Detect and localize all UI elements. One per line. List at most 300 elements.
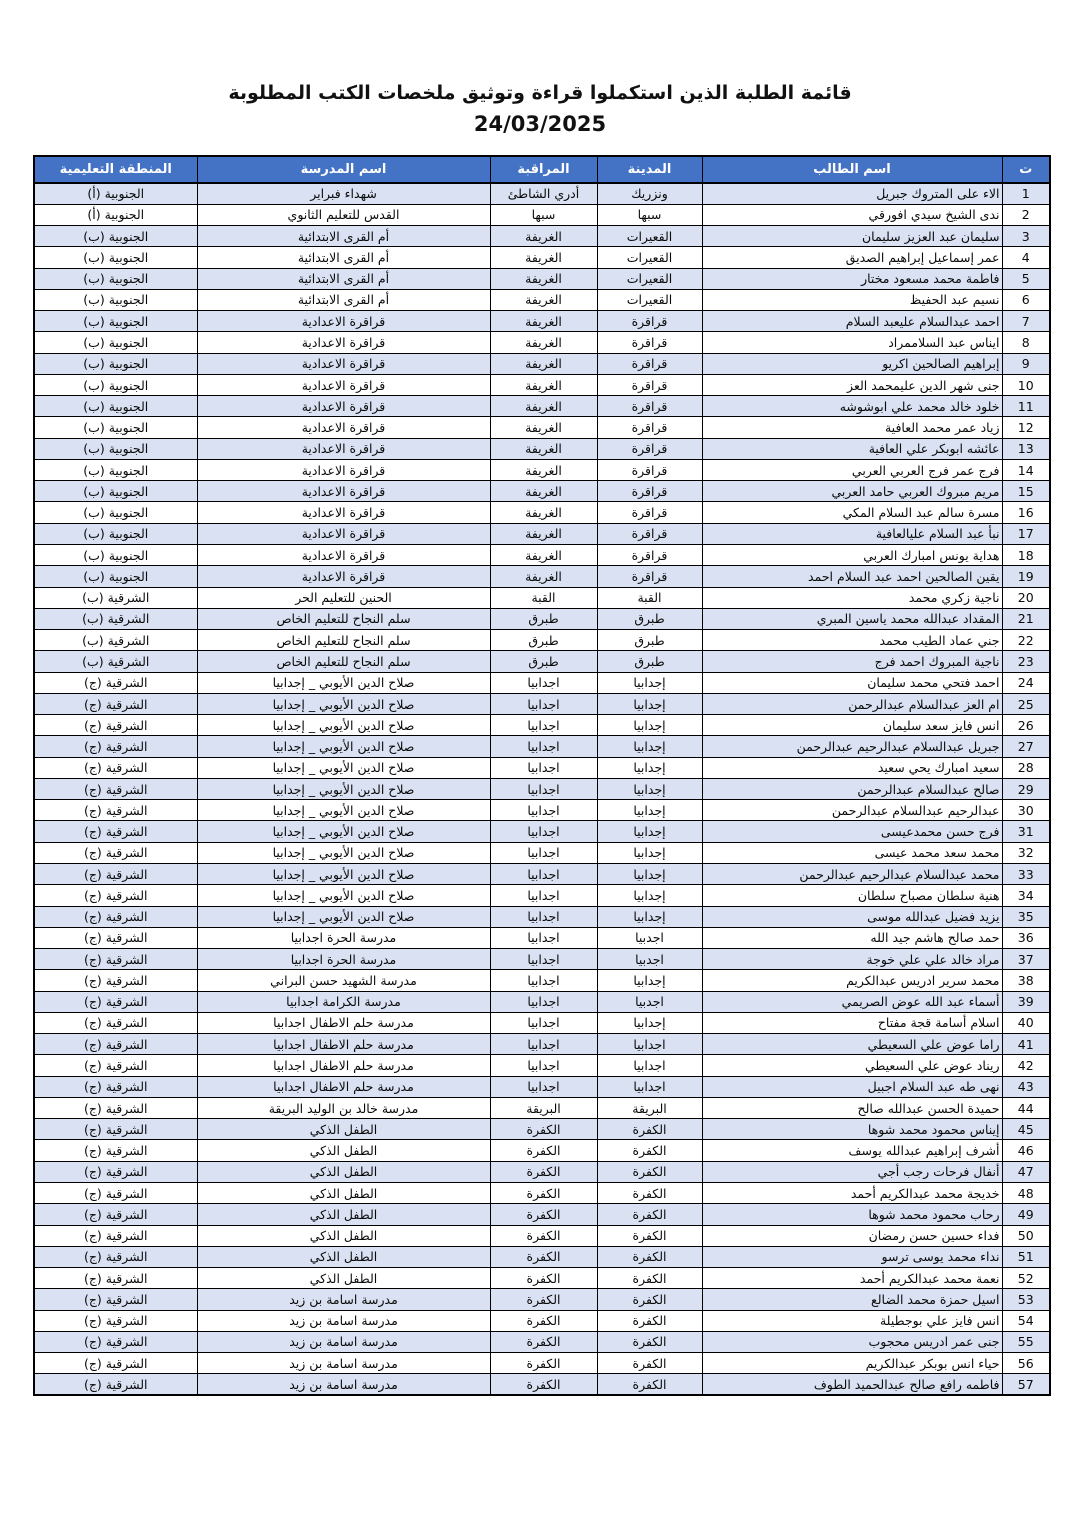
cell-city: إجدابيا (597, 885, 702, 906)
cell-city: ونزريك (597, 183, 702, 204)
cell-monitor: الغريفة (490, 226, 597, 247)
cell-monitor: اجدابيا (490, 842, 597, 863)
cell-monitor: اجدابيا (490, 864, 597, 885)
cell-monitor: الكفرة (490, 1182, 597, 1203)
cell-city: البريقة (597, 1097, 702, 1118)
cell-student-name: نداء محمد يوسى ترسو (702, 1246, 1002, 1267)
header-cell-student-name: اسم الطالب (702, 156, 1002, 183)
cell-monitor: اجدابيا (490, 949, 597, 970)
cell-monitor: الكفرة (490, 1225, 597, 1246)
cell-index: 30 (1002, 800, 1050, 821)
cell-education-region: الشرقية (ج) (34, 1182, 197, 1203)
cell-education-region: الجنوبية (ب) (34, 311, 197, 332)
cell-education-region: الشرقية (ج) (34, 1289, 197, 1310)
cell-index: 25 (1002, 693, 1050, 714)
cell-index: 45 (1002, 1119, 1050, 1140)
cell-index: 18 (1002, 545, 1050, 566)
cell-student-name: راما عوض علي السعيطي (702, 1034, 1002, 1055)
cell-index: 6 (1002, 289, 1050, 310)
cell-school-name: سلم النجاح للتعليم الخاص (197, 651, 490, 672)
cell-monitor: الغريفة (490, 374, 597, 395)
cell-education-region: الشرقية (ج) (34, 927, 197, 948)
cell-city: الكفرة (597, 1225, 702, 1246)
cell-index: 53 (1002, 1289, 1050, 1310)
cell-school-name: صلاح الدين الأيوبي _ إجدابيا (197, 842, 490, 863)
cell-city: القعيرات (597, 289, 702, 310)
students-table (33, 155, 1051, 1396)
cell-monitor: طبرق (490, 608, 597, 629)
cell-education-region: الشرقية (ج) (34, 1331, 197, 1352)
cell-index: 48 (1002, 1182, 1050, 1203)
cell-education-region: الشرقية (ب) (34, 587, 197, 608)
cell-school-name: قراقرة الاعدادية (197, 545, 490, 566)
cell-education-region: الشرقية (ج) (34, 991, 197, 1012)
cell-city: إجدابيا (597, 800, 702, 821)
table-row (34, 1034, 1050, 1055)
cell-index: 22 (1002, 630, 1050, 651)
cell-education-region: الجنوبية (أ) (34, 204, 197, 225)
cell-school-name: سلم النجاح للتعليم الخاص (197, 630, 490, 651)
cell-index: 38 (1002, 970, 1050, 991)
cell-student-name: عبدالرحيم عبدالسلام عبدالرحمن (702, 800, 1002, 821)
cell-index: 16 (1002, 502, 1050, 523)
cell-city: الكفرة (597, 1140, 702, 1161)
cell-city: قراقرة (597, 396, 702, 417)
cell-student-name: أسماء عبد الله عوض الصريمي (702, 991, 1002, 1012)
cell-student-name: حياء انس بوبكر عبدالكريم (702, 1353, 1002, 1374)
cell-monitor: الغريفة (490, 459, 597, 480)
cell-index: 1 (1002, 183, 1050, 204)
cell-student-name: نعمة محمد عبدالكريم أحمد (702, 1268, 1002, 1289)
cell-student-name: فداء حسين حسن رمضان (702, 1225, 1002, 1246)
table-row (34, 268, 1050, 289)
cell-student-name: ريناد عوض علي السعيطي (702, 1055, 1002, 1076)
cell-index: 10 (1002, 374, 1050, 395)
cell-student-name: صالح عبدالسلام عبدالرحمن (702, 778, 1002, 799)
cell-index: 15 (1002, 481, 1050, 502)
cell-monitor: اجدابيا (490, 1076, 597, 1097)
cell-student-name: ام العز عبدالسلام عبدالرحمن (702, 693, 1002, 714)
cell-city: القعيرات (597, 226, 702, 247)
cell-city: قراقرة (597, 459, 702, 480)
cell-monitor: اجدابيا (490, 970, 597, 991)
table-row (34, 502, 1050, 523)
cell-index: 33 (1002, 864, 1050, 885)
document-date: 24/03/2025 (473, 112, 607, 136)
cell-index: 41 (1002, 1034, 1050, 1055)
cell-city: قراقرة (597, 311, 702, 332)
cell-index: 42 (1002, 1055, 1050, 1076)
cell-index: 50 (1002, 1225, 1050, 1246)
cell-city: الكفرة (597, 1204, 702, 1225)
cell-education-region: الشرقية (ج) (34, 672, 197, 693)
cell-city: القعيرات (597, 268, 702, 289)
cell-monitor: البريقة (490, 1097, 597, 1118)
cell-student-name: إيناس محمود محمد شوها (702, 1119, 1002, 1140)
table-row (34, 651, 1050, 672)
cell-index: 56 (1002, 1353, 1050, 1374)
cell-city: قراقرة (597, 566, 702, 587)
table-row (34, 991, 1050, 1012)
cell-education-region: الشرقية (ج) (34, 885, 197, 906)
cell-student-name: احمد فتحي محمد سليمان (702, 672, 1002, 693)
cell-education-region: الشرقية (ج) (34, 949, 197, 970)
cell-index: 34 (1002, 885, 1050, 906)
cell-index: 55 (1002, 1331, 1050, 1352)
cell-education-region: الشرقية (ج) (34, 715, 197, 736)
cell-student-name: المقداد عبدالله محمد ياسين المبري (702, 608, 1002, 629)
cell-student-name: جنى شهر الدين عليمحمد العز (702, 374, 1002, 395)
cell-school-name: صلاح الدين الأيوبي _ إجدابيا (197, 885, 490, 906)
table-row (34, 1289, 1050, 1310)
cell-school-name: صلاح الدين الأيوبي _ إجدابيا (197, 715, 490, 736)
table-row (34, 693, 1050, 714)
cell-monitor: طبرق (490, 651, 597, 672)
cell-school-name: مدرسة الحرة اجدابيا (197, 927, 490, 948)
cell-school-name: قراقرة الاعدادية (197, 417, 490, 438)
cell-school-name: قراقرة الاعدادية (197, 353, 490, 374)
cell-student-name: ندى الشيخ سيدي افورقي (702, 204, 1002, 225)
cell-school-name: الطفل الذكي (197, 1246, 490, 1267)
cell-education-region: الشرقية (ج) (34, 970, 197, 991)
cell-education-region: الجنوبية (ب) (34, 289, 197, 310)
cell-index: 21 (1002, 608, 1050, 629)
cell-city: قراقرة (597, 374, 702, 395)
cell-education-region: الجنوبية (ب) (34, 566, 197, 587)
cell-monitor: الكفرة (490, 1353, 597, 1374)
cell-student-name: فرج حسن محمدعيسى (702, 821, 1002, 842)
cell-index: 9 (1002, 353, 1050, 374)
table-row (34, 523, 1050, 544)
cell-index: 24 (1002, 672, 1050, 693)
cell-education-region: الجنوبية (ب) (34, 438, 197, 459)
table-row (34, 566, 1050, 587)
table-row (34, 438, 1050, 459)
cell-city: إجدابيا (597, 715, 702, 736)
cell-student-name: خلود خالد محمد علي ابوشوشه (702, 396, 1002, 417)
cell-monitor: اجدابيا (490, 778, 597, 799)
cell-education-region: الجنوبية (ب) (34, 481, 197, 502)
cell-monitor: اجدابيا (490, 736, 597, 757)
cell-school-name: قراقرة الاعدادية (197, 374, 490, 395)
cell-education-region: الشرقية (ج) (34, 1310, 197, 1331)
cell-education-region: الشرقية (ج) (34, 1119, 197, 1140)
cell-index: 52 (1002, 1268, 1050, 1289)
table-row (34, 885, 1050, 906)
cell-education-region: الجنوبية (ب) (34, 396, 197, 417)
cell-student-name: اسلام أسامة قجة مفتاح (702, 1012, 1002, 1033)
cell-school-name: قراقرة الاعدادية (197, 502, 490, 523)
cell-student-name: سليمان عبد العزيز سليمان (702, 226, 1002, 247)
cell-monitor: الغريفة (490, 311, 597, 332)
cell-monitor: أدري الشاطئ (490, 183, 597, 204)
cell-index: 12 (1002, 417, 1050, 438)
cell-city: إجدابيا (597, 757, 702, 778)
table-row (34, 927, 1050, 948)
cell-education-region: الشرقية (ب) (34, 608, 197, 629)
cell-school-name: مدرسة خالد بن الوليد البريقة (197, 1097, 490, 1118)
table-row (34, 800, 1050, 821)
table-row (34, 1268, 1050, 1289)
cell-school-name: مدرسة اسامة بن زيد (197, 1289, 490, 1310)
cell-student-name: زياد عمر محمد العافية (702, 417, 1002, 438)
cell-monitor: سبها (490, 204, 597, 225)
cell-index: 5 (1002, 268, 1050, 289)
cell-city: الكفرة (597, 1374, 702, 1395)
table-row (34, 778, 1050, 799)
cell-education-region: الشرقية (ج) (34, 757, 197, 778)
cell-school-name: صلاح الدين الأيوبي _ إجدابيا (197, 778, 490, 799)
cell-monitor: اجدابيا (490, 1034, 597, 1055)
cell-school-name: قراقرة الاعدادية (197, 566, 490, 587)
cell-school-name: مدرسة اسامة بن زيد (197, 1331, 490, 1352)
cell-school-name: شهداء فبراير (197, 183, 490, 204)
cell-monitor: الغريفة (490, 332, 597, 353)
cell-student-name: عائشه ابوبكر علي العافية (702, 438, 1002, 459)
cell-education-region: الجنوبية (ب) (34, 353, 197, 374)
cell-index: 2 (1002, 204, 1050, 225)
cell-city: اجدابيا (597, 1055, 702, 1076)
cell-education-region: الجنوبية (ب) (34, 523, 197, 544)
title-block (0, 0, 1080, 136)
table-row (34, 1353, 1050, 1374)
cell-city: اجدابيا (597, 1034, 702, 1055)
table-row (34, 630, 1050, 651)
cell-index: 35 (1002, 906, 1050, 927)
cell-education-region: الجنوبية (ب) (34, 226, 197, 247)
cell-index: 17 (1002, 523, 1050, 544)
cell-monitor: الكفرة (490, 1289, 597, 1310)
cell-city: القبة (597, 587, 702, 608)
cell-index: 13 (1002, 438, 1050, 459)
cell-index: 11 (1002, 396, 1050, 417)
cell-monitor: الكفرة (490, 1204, 597, 1225)
cell-city: قراقرة (597, 438, 702, 459)
cell-index: 44 (1002, 1097, 1050, 1118)
cell-monitor: الغريفة (490, 247, 597, 268)
cell-city: إجدابيا (597, 970, 702, 991)
cell-monitor: الكفرة (490, 1140, 597, 1161)
cell-monitor: اجدابيا (490, 757, 597, 778)
cell-city: سبها (597, 204, 702, 225)
header-cell-monitor: المراقبة (490, 156, 597, 183)
cell-school-name: الطفل الذكي (197, 1161, 490, 1182)
cell-city: الكفرة (597, 1289, 702, 1310)
table-row (34, 842, 1050, 863)
cell-school-name: مدرسة الكرامة اجدابيا (197, 991, 490, 1012)
cell-education-region: الشرقية (ج) (34, 821, 197, 842)
cell-city: طبرق (597, 630, 702, 651)
cell-monitor: الغريفة (490, 523, 597, 544)
cell-education-region: الشرقية (ج) (34, 693, 197, 714)
cell-city: إجدابيا (597, 864, 702, 885)
cell-index: 46 (1002, 1140, 1050, 1161)
header-cell-index: ت (1002, 156, 1050, 183)
cell-monitor: الغريفة (490, 268, 597, 289)
table-row (34, 757, 1050, 778)
table-row (34, 545, 1050, 566)
cell-student-name: جني عماد الطيب محمد (702, 630, 1002, 651)
table-row (34, 374, 1050, 395)
cell-student-name: عمر إسماعيل إبراهيم الصديق (702, 247, 1002, 268)
cell-school-name: صلاح الدين الأيوبي _ إجدابيا (197, 672, 490, 693)
cell-education-region: الجنوبية (ب) (34, 332, 197, 353)
table-row (34, 289, 1050, 310)
cell-school-name: أم القرى الابتدائية (197, 289, 490, 310)
cell-student-name: حمد صالح هاشم جيد الله (702, 927, 1002, 948)
cell-student-name: مراد خالد علي علي خوجة (702, 949, 1002, 970)
cell-index: 20 (1002, 587, 1050, 608)
cell-index: 39 (1002, 991, 1050, 1012)
cell-education-region: الشرقية (ج) (34, 1161, 197, 1182)
table-row (34, 311, 1050, 332)
table-row (34, 332, 1050, 353)
cell-student-name: هداية يونس امبارك العربي (702, 545, 1002, 566)
cell-index: 14 (1002, 459, 1050, 480)
cell-monitor: اجدابيا (490, 885, 597, 906)
cell-monitor: الغريفة (490, 396, 597, 417)
table-row (34, 1076, 1050, 1097)
cell-student-name: حميدة الحسن عبدالله صالح (702, 1097, 1002, 1118)
cell-index: 7 (1002, 311, 1050, 332)
cell-school-name: أم القرى الابتدائية (197, 226, 490, 247)
cell-school-name: مدرسة حلم الاطفال اجدابيا (197, 1076, 490, 1097)
cell-school-name: مدرسة اسامة بن زيد (197, 1310, 490, 1331)
cell-index: 19 (1002, 566, 1050, 587)
cell-city: الكفرة (597, 1161, 702, 1182)
cell-index: 32 (1002, 842, 1050, 863)
cell-student-name: انس فايز علي بوجطيلة (702, 1310, 1002, 1331)
cell-city: قراقرة (597, 545, 702, 566)
cell-index: 57 (1002, 1374, 1050, 1395)
table-row (34, 204, 1050, 225)
cell-education-region: الشرقية (ج) (34, 1055, 197, 1076)
cell-school-name: الطفل الذكي (197, 1225, 490, 1246)
cell-student-name: محمد سعد محمد عيسى (702, 842, 1002, 863)
cell-city: إجدابيا (597, 778, 702, 799)
cell-student-name: اسيل حمزة محمد الضالع (702, 1289, 1002, 1310)
cell-school-name: مدرسة الشهيد حسن البراني (197, 970, 490, 991)
cell-school-name: قراقرة الاعدادية (197, 396, 490, 417)
table-row (34, 247, 1050, 268)
cell-student-name: يزيد فضيل عبدالله موسى (702, 906, 1002, 927)
cell-student-name: انس فايز سعد سليمان (702, 715, 1002, 736)
cell-education-region: الشرقية (ج) (34, 1246, 197, 1267)
cell-education-region: الشرقية (ج) (34, 842, 197, 863)
cell-index: 54 (1002, 1310, 1050, 1331)
cell-school-name: قراقرة الاعدادية (197, 311, 490, 332)
cell-student-name: فاطمة محمد مسعود مختار (702, 268, 1002, 289)
cell-school-name: صلاح الدين الأيوبي _ إجدابيا (197, 693, 490, 714)
cell-education-region: الشرقية (ج) (34, 1097, 197, 1118)
cell-education-region: الشرقية (ج) (34, 800, 197, 821)
cell-student-name: ايناس عبد السلاممراد (702, 332, 1002, 353)
cell-school-name: قراقرة الاعدادية (197, 438, 490, 459)
table-row (34, 672, 1050, 693)
table-row (34, 1055, 1050, 1076)
cell-student-name: الاء على المتروك جبريل (702, 183, 1002, 204)
cell-school-name: الطفل الذكي (197, 1182, 490, 1203)
cell-student-name: رحاب محمود محمد شوها (702, 1204, 1002, 1225)
cell-index: 40 (1002, 1012, 1050, 1033)
cell-school-name: مدرسة حلم الاطفال اجدابيا (197, 1012, 490, 1033)
cell-education-region: الشرقية (ج) (34, 1076, 197, 1097)
header-cell-education-region: المنطقة التعليمية (34, 156, 197, 183)
cell-index: 8 (1002, 332, 1050, 353)
cell-school-name: مدرسة اسامة بن زيد (197, 1353, 490, 1374)
table-row (34, 906, 1050, 927)
cell-monitor: طبرق (490, 630, 597, 651)
cell-monitor: الكفرة (490, 1331, 597, 1352)
cell-city: إجدابيا (597, 736, 702, 757)
table-row (34, 1246, 1050, 1267)
cell-monitor: اجدابيا (490, 1055, 597, 1076)
cell-student-name: مريم مبروك العربي حامد العربي (702, 481, 1002, 502)
cell-education-region: الجنوبية (ب) (34, 247, 197, 268)
cell-city: إجدابيا (597, 906, 702, 927)
table-row (34, 1225, 1050, 1246)
cell-index: 27 (1002, 736, 1050, 757)
cell-student-name: نسيم عبد الحفيظ (702, 289, 1002, 310)
table-row (34, 1374, 1050, 1395)
cell-city: طبرق (597, 608, 702, 629)
table-row (34, 970, 1050, 991)
table-row (34, 1140, 1050, 1161)
cell-city: قراقرة (597, 502, 702, 523)
cell-monitor: الغريفة (490, 289, 597, 310)
cell-monitor: اجدابيا (490, 991, 597, 1012)
table-row (34, 1204, 1050, 1225)
cell-student-name: ناجية زكري محمد (702, 587, 1002, 608)
cell-index: 43 (1002, 1076, 1050, 1097)
cell-monitor: الغريفة (490, 353, 597, 374)
cell-student-name: أشرف إبراهيم عبدالله يوسف (702, 1140, 1002, 1161)
cell-city: قراقرة (597, 481, 702, 502)
cell-monitor: اجدابيا (490, 821, 597, 842)
cell-education-region: الجنوبية (ب) (34, 545, 197, 566)
cell-education-region: الشرقية (ج) (34, 1268, 197, 1289)
cell-index: 47 (1002, 1161, 1050, 1182)
cell-index: 36 (1002, 927, 1050, 948)
header-cell-school-name: اسم المدرسة (197, 156, 490, 183)
cell-school-name: صلاح الدين الأيوبي _ إجدابيا (197, 757, 490, 778)
cell-education-region: الشرقية (ب) (34, 630, 197, 651)
cell-city: الكفرة (597, 1353, 702, 1374)
cell-index: 37 (1002, 949, 1050, 970)
cell-school-name: الحنين للتعليم الحر (197, 587, 490, 608)
cell-city: إجدابيا (597, 693, 702, 714)
cell-city: اجدبيا (597, 927, 702, 948)
cell-school-name: قراقرة الاعدادية (197, 523, 490, 544)
table-row (34, 1097, 1050, 1118)
cell-city: اجدابيا (597, 1076, 702, 1097)
cell-student-name: جبريل عبدالسلام عبدالرحيم عبدالرحمن (702, 736, 1002, 757)
page-title: قائمة الطلبة الذين استكملوا قراءة وتوثيق ملخصات الكتب المطلوبة (228, 82, 852, 104)
cell-school-name: الطفل الذكي (197, 1119, 490, 1140)
cell-monitor: الكفرة (490, 1119, 597, 1140)
cell-city: إجدابيا (597, 842, 702, 863)
cell-student-name: محمد عبدالسلام عبدالرحيم عبدالرحمن (702, 864, 1002, 885)
cell-monitor: الكفرة (490, 1246, 597, 1267)
table-row (34, 353, 1050, 374)
cell-education-region: الشرقية (ج) (34, 1353, 197, 1374)
cell-student-name: فاطمه رافع صالح عبدالحميد الطوف (702, 1374, 1002, 1395)
cell-city: الكفرة (597, 1331, 702, 1352)
cell-city: إجدابيا (597, 821, 702, 842)
cell-city: الكفرة (597, 1310, 702, 1331)
cell-monitor: الكفرة (490, 1310, 597, 1331)
table-row (34, 1119, 1050, 1140)
